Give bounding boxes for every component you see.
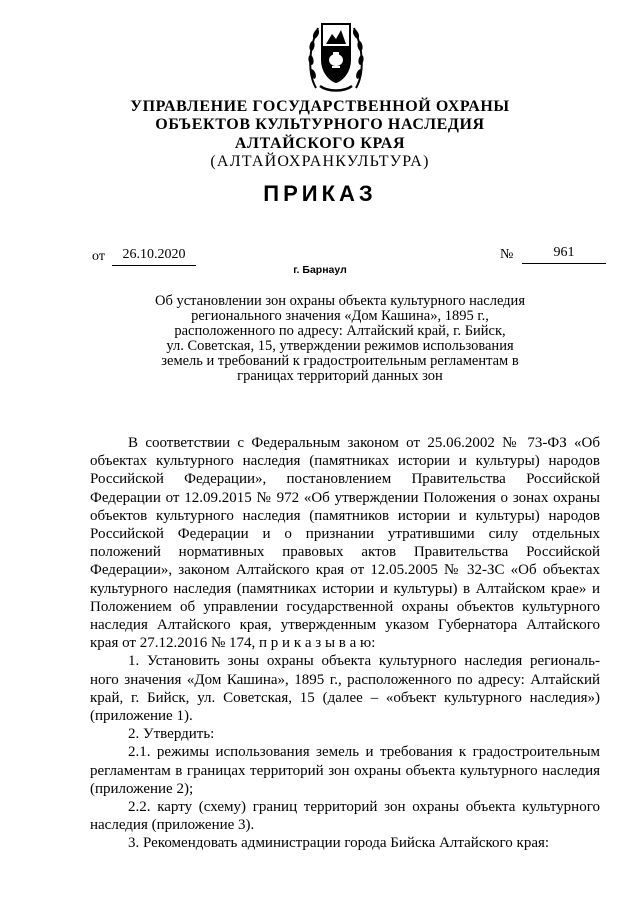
date-label: от	[92, 249, 105, 264]
order-subject	[130, 294, 550, 384]
order-item-2: 2. Утвердить:	[128, 726, 215, 743]
org-short-name: (АЛТАЙОХРАНКУЛЬТУРА)	[210, 153, 430, 170]
subject-line: регионального значения «Дом Кашина», 1895 г.,	[191, 308, 489, 324]
document-type-title: ПРИКАЗ	[263, 181, 377, 206]
number-label: №	[500, 247, 514, 262]
order-item-2-2: 2.2. карту (схему) границ территорий зон охраны объекта культурного наследия (приложение 3).	[90, 799, 600, 834]
city: г. Барнаул	[293, 264, 347, 276]
order-number: 961	[522, 244, 606, 264]
order-item-2-1: 2.1. режимы использования земель и требования к градостроительным регламентам в границах территорий зон охраны объекта культурного наследия (приложение 2);	[90, 744, 600, 797]
order-body	[90, 434, 600, 853]
subject-line: Об установлении зон охраны объекта культурного наследия	[155, 293, 525, 309]
org-name-line-3: АЛТАЙСКОГО КРАЯ	[234, 135, 406, 152]
subject-line: ул. Советская, 15, утверждении режимов использования	[166, 338, 514, 354]
subject-line: расположенного по адресу: Алтайский край, г. Бийск,	[174, 323, 506, 339]
subject-line: земель и требований к градостроительным регламентам в	[161, 353, 519, 369]
org-name-line-2: ОБЪЕКТОВ КУЛЬТУРНОГО НАСЛЕДИЯ	[155, 116, 485, 133]
subject-line: границах территорий данных зон	[237, 368, 443, 384]
order-item-3: 3. Рекомендовать администрации города Бийска Алтайского края:	[128, 835, 550, 852]
preamble-paragraph: В соответствии с Федеральным законом от 25.06.2002 № 73-ФЗ «Об объектах культурного наследия (памятниках истории и культуры) народов Российской Федерации», постановлением Правительства Российской Федерации от 12.09.2015 № 972 «Об утверждении Положения о зонах охраны объектов культурного наследия (памятников истории и культуры) народов Российской Федерации и о признании утратившими силу отдельных положений нормативных правовых актов Правительства Российской Федерации», законом Алтайского края от 12.05.2005 № 32-ЗС «Об объектах культурного наследия (памятниках истории и культуры) в Алтайском крае» и Положением об управлении государственной охраны объектов культурного наследия Алтайского края, утвержденным указом Губернатора Алтайского края от 27.12.2016 № 174, п р и к а з ы в а ю:	[90, 435, 600, 652]
altai-krai-emblem-icon	[306, 10, 366, 94]
order-item-1: 1. Установить зоны охраны объекта культурного наследия региональ-ного значения «Дом Кашина», 1895 г., расположенного по адресу: Алтайский край, г. Бийск, ул. Советская, 15 (далее – «объект культурного наследия») (приложение 1).	[90, 653, 600, 725]
org-name-line-1: УПРАВЛЕНИЕ ГОСУДАРСТВЕННОЙ ОХРАНЫ	[130, 98, 510, 115]
order-date: 26.10.2020	[112, 246, 196, 266]
